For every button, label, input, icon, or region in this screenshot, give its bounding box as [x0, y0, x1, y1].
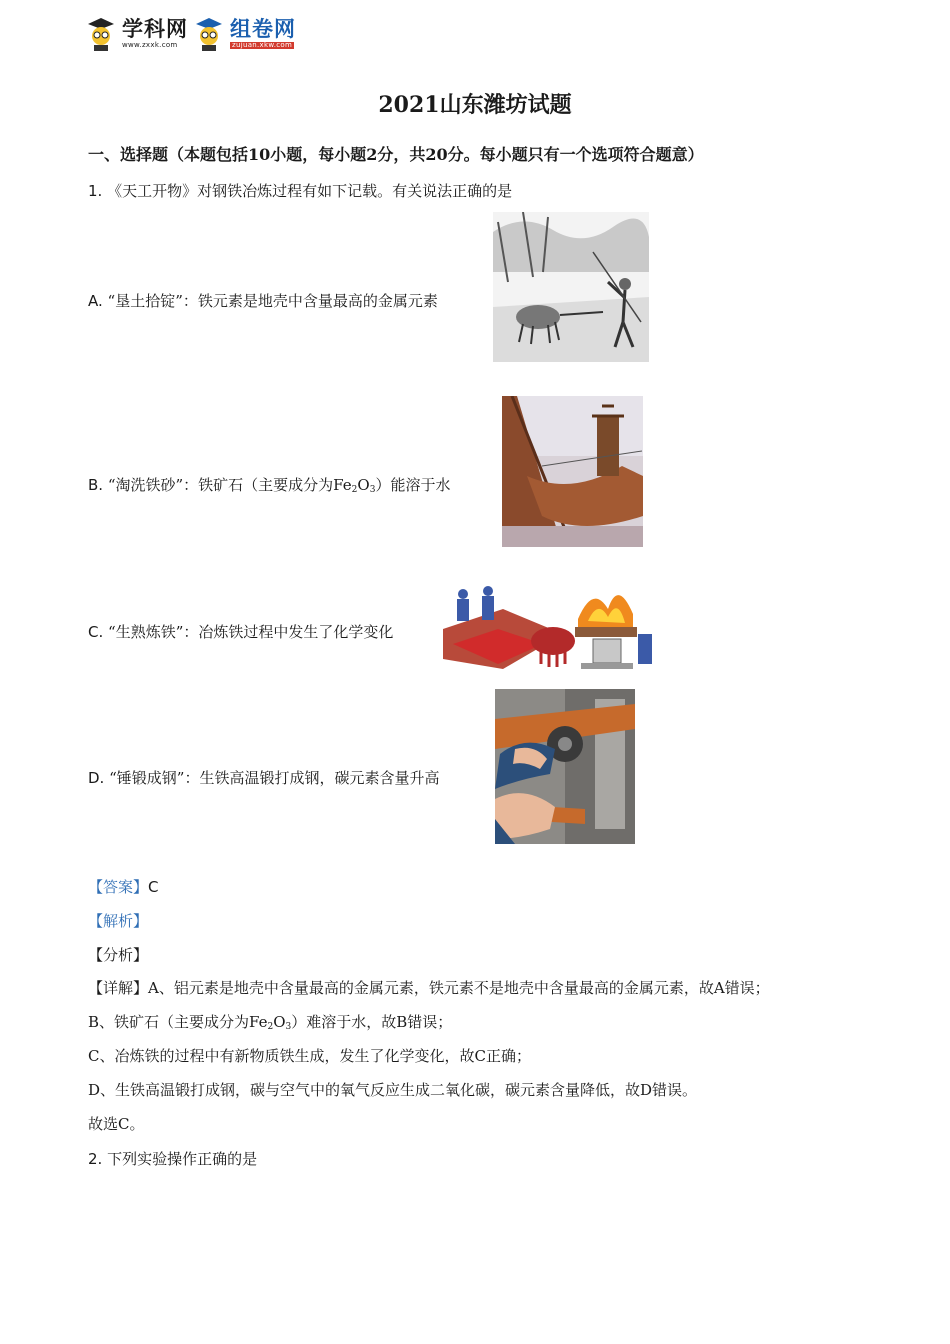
- section-heading: 一、选择题（本题包括10小题，每小题2分，共20分。每小题只有一个选项符合题意）: [88, 145, 704, 164]
- logo-zujuanwang-text: 组卷网: [230, 17, 296, 41]
- option-label: C.: [88, 623, 104, 641]
- fenxi-tag: 【分析】: [88, 946, 149, 964]
- option-b-image: [502, 396, 643, 547]
- detail-line-c: C、冶炼铁的过程中有新物质铁生成，发生了化学变化，故C正确；: [88, 1047, 531, 1065]
- question-text: 《天工开物》对钢铁冶炼过程有如下记载。有关说法正确的是: [107, 182, 513, 200]
- question-text: 下列实验操作正确的是: [107, 1150, 258, 1168]
- logo-zujuanwang-url: zujuan.xkw.com: [232, 41, 293, 49]
- option-c-image: [443, 579, 652, 674]
- question-2-stem: [88, 1148, 257, 1169]
- option-c: [88, 621, 393, 642]
- option-b: [88, 474, 450, 495]
- question-1-stem: [88, 180, 512, 201]
- mascot-icon: [86, 16, 116, 52]
- detail-line-b: B、铁矿石（主要成分为$Fe_2O_3$）难溶于水，故B错误；: [88, 1013, 453, 1032]
- logo-zujuanwang[interactable]: [230, 19, 296, 49]
- detail-line-d: D、生铁高温锻打成钢，碳与空气中的氧气反应生成二氧化碳，碳元素含量降低，故D错误。: [88, 1081, 698, 1099]
- option-label: B.: [88, 476, 104, 494]
- detail-line-a: 【详解】A、铝元素是地壳中含量最高的金属元素，铁元素不是地壳中含量最高的金属元素，故A错误；: [88, 979, 770, 997]
- logo-xuekewang[interactable]: [122, 19, 188, 49]
- answer-line: [88, 876, 159, 897]
- mascot-icon: [194, 16, 224, 52]
- conclusion: 故选C。: [88, 1115, 145, 1133]
- option-d-image: [495, 689, 635, 844]
- header-logos: [86, 12, 316, 56]
- option-a: [88, 290, 438, 311]
- answer-value: C: [148, 878, 159, 896]
- analysis-tag: 【解析】: [88, 912, 149, 930]
- page-title: 2021山东潍坊试题: [378, 92, 572, 118]
- option-label: A.: [88, 292, 103, 310]
- logo-xuekewang-url: www.zxxk.com: [122, 41, 178, 49]
- option-text: “锤锻成钢”：生铁高温锻打成钢，碳元素含量升高: [109, 769, 440, 787]
- option-d: [88, 767, 439, 788]
- question-number: 2.: [88, 1150, 103, 1168]
- question-number: 1.: [88, 182, 103, 200]
- logo-xuekewang-text: 学科网: [122, 17, 188, 41]
- option-text: “垦土拾锭”：铁元素是地壳中含量最高的金属元素: [107, 292, 438, 310]
- option-text: “生熟炼铁”：冶炼铁过程中发生了化学变化: [108, 623, 394, 641]
- option-label: D.: [88, 769, 105, 787]
- answer-tag: 【答案】: [88, 878, 149, 896]
- option-text: “淘洗铁砂”：铁矿石（主要成分为$Fe_2O_3$）能溶于水: [107, 476, 451, 495]
- option-a-image: [493, 212, 649, 362]
